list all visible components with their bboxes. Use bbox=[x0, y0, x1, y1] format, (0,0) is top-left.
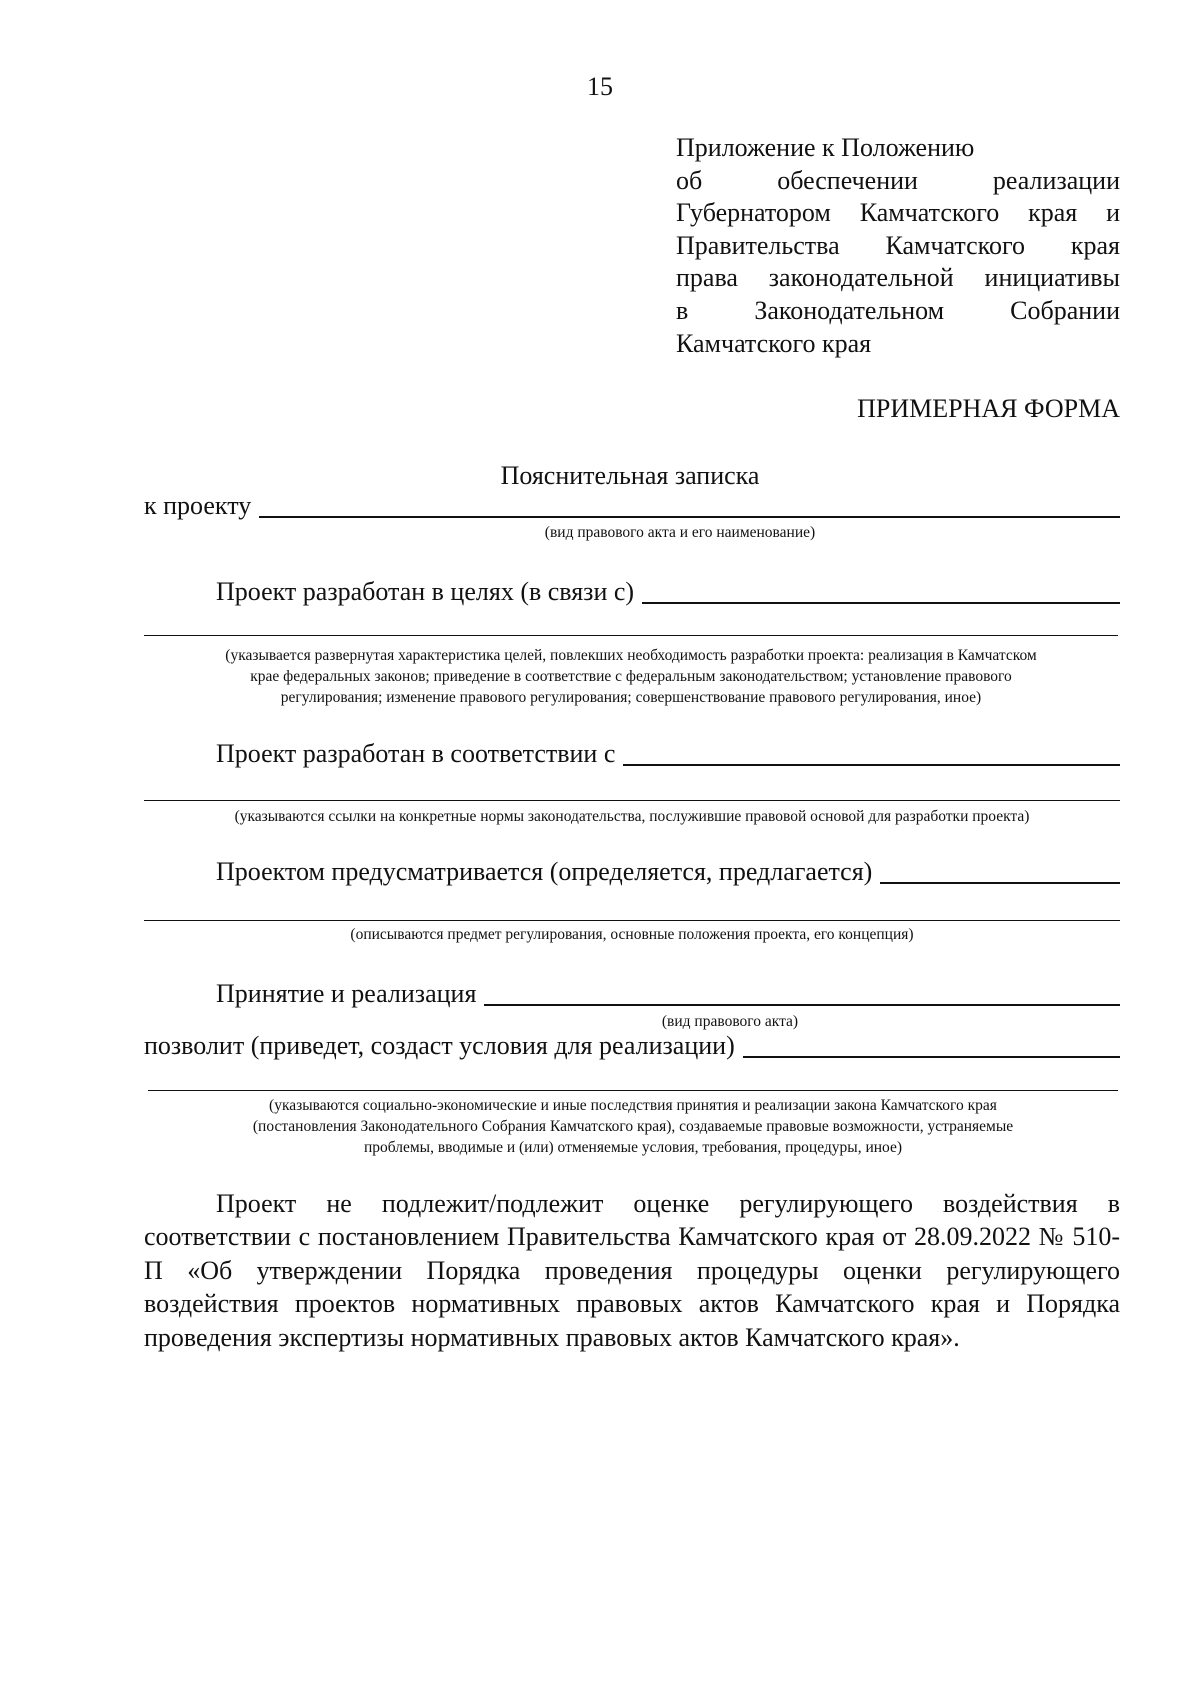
appendix-line: в Законодательном Собрании bbox=[676, 295, 1120, 325]
goals-caption-line: регулирования; изменение правового регулирования; совершенствование правового регулирования, иное) bbox=[280, 689, 982, 706]
adoption-result-label: позволит (приведет, создаст условия для реализации) bbox=[144, 1031, 735, 1060]
adoption-caption-line: (постановления Законодательного Собрания Камчатского края), создаваемые правовые возможности, устраняемые bbox=[252, 1118, 1014, 1135]
appendix-line: Приложение к Положению bbox=[676, 133, 975, 162]
adoption-caption: (вид правового акта) bbox=[661, 1013, 799, 1030]
adoption-label: Принятие и реализация bbox=[216, 979, 477, 1008]
project-blank-line[interactable] bbox=[259, 494, 1120, 518]
note-title: Пояснительная записка bbox=[500, 461, 760, 490]
adoption-caption-line: проблемы, вводимые и (или) отменяемые условия, требования, процедуры, иное) bbox=[363, 1139, 903, 1156]
adoption-caption-line: (указываются социально-экономические и иные последствия принятия и реализации закона Камчатского края bbox=[269, 1097, 997, 1114]
basis-label: Проект разработан в соответствии с bbox=[216, 739, 616, 768]
goals-caption-line: (указывается развернутая характеристика целей, повлекших необходимость разработки проекта: реализация в Камчатском bbox=[225, 647, 1037, 664]
provides-label: Проектом предусматривается (определяется, предлагается) bbox=[216, 857, 873, 886]
adoption-result-row bbox=[144, 1030, 1120, 1062]
basis-blank-line[interactable] bbox=[623, 742, 1120, 766]
adoption-result-caption bbox=[148, 1095, 1118, 1158]
project-caption: (вид правового акта и его наименование) bbox=[544, 524, 816, 541]
goals-row bbox=[216, 576, 1120, 608]
provides-caption: (описываются предмет регулирования, основные положения проекта, его концепция) bbox=[350, 926, 914, 943]
appendix-header bbox=[676, 132, 1120, 360]
basis-row bbox=[216, 738, 1120, 770]
appendix-line: права законодательной инициативы bbox=[676, 263, 1120, 293]
appendix-line: Камчатского края bbox=[676, 328, 872, 358]
goals-continuation-line[interactable] bbox=[144, 635, 1118, 636]
project-row bbox=[144, 490, 1120, 522]
adoption-row bbox=[216, 978, 1120, 1010]
provides-blank-line[interactable] bbox=[880, 860, 1120, 884]
goals-label: Проект разработан в целях (в связи с) bbox=[216, 577, 635, 606]
page-number: 15 bbox=[587, 72, 613, 101]
provides-row bbox=[216, 856, 1120, 888]
regulatory-impact-paragraph: Проект не подлежит/подлежит оценке регулирующего воздействия в соответствии с постановлением Правительства Камчатского края от 28.09.2022 № 510-П «Об утверждении Порядка проведения процедуры оценки регулирующего воздействия проектов нормативных правовых актов Камчатского края и Порядка проведения экспертизы нормативных правовых актов Камчатского края». bbox=[144, 1189, 1120, 1352]
provides-continuation-line[interactable] bbox=[144, 920, 1120, 921]
appendix-line: Правительства Камчатского края bbox=[676, 230, 1120, 260]
goals-caption bbox=[144, 645, 1118, 708]
project-label: к проекту bbox=[144, 491, 252, 520]
basis-caption: (указываются ссылки на конкретные нормы законодательства, послужившие правовой основой для разработки проекта) bbox=[234, 808, 1030, 825]
adoption-blank-line[interactable] bbox=[484, 982, 1120, 1006]
appendix-line: Губернатором Камчатского края и bbox=[676, 198, 1120, 228]
adoption-continuation-line[interactable] bbox=[148, 1090, 1118, 1091]
goals-blank-line[interactable] bbox=[642, 580, 1120, 604]
adoption-result-blank-line[interactable] bbox=[743, 1034, 1120, 1058]
basis-continuation-line[interactable] bbox=[144, 800, 1120, 801]
goals-caption-line: крае федеральных законов; приведение в соответствие с федеральным законодательством; установление правового bbox=[250, 668, 1012, 685]
appendix-line: об обеспечении реализации bbox=[676, 165, 1120, 195]
form-title: ПРИМЕРНАЯ ФОРМА bbox=[857, 394, 1120, 423]
